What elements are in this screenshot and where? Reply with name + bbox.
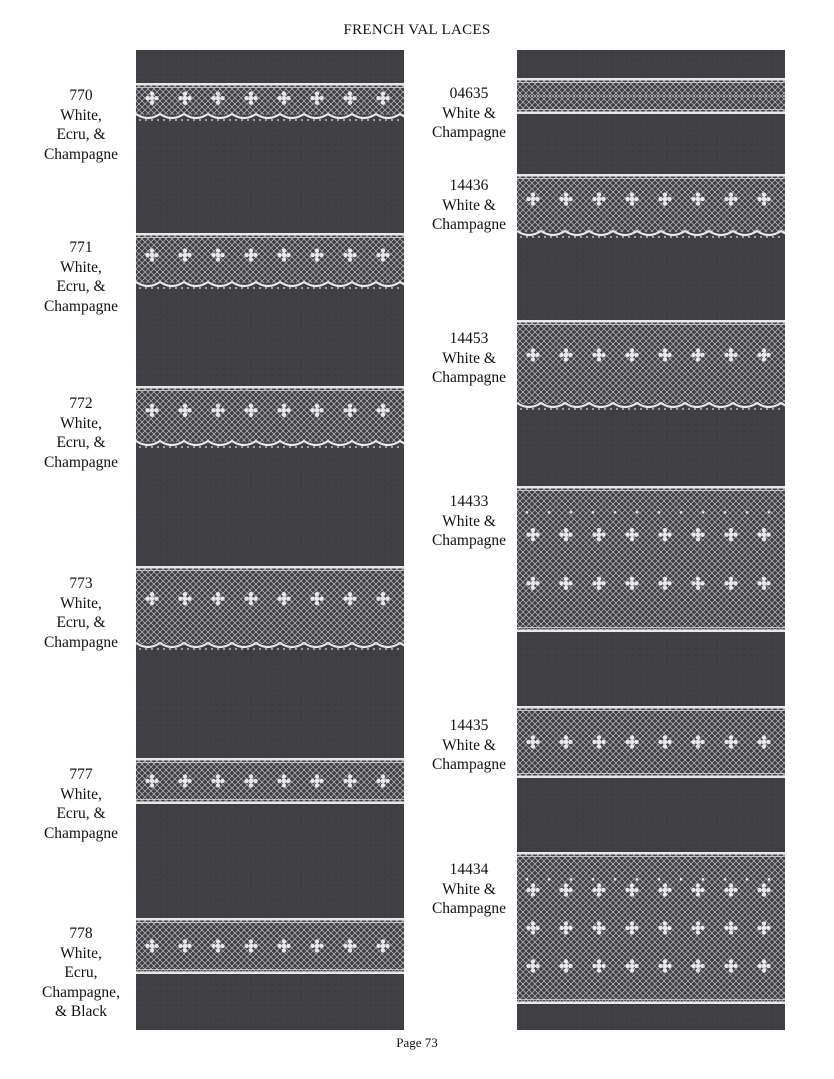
lace-color-line: White & [442,104,496,122]
lace-color-line: White, [60,785,102,803]
lace-code: 772 [69,395,93,412]
lace-color-line: White, [60,594,102,612]
lace-swatch-778 [136,918,404,974]
lace-label-770 [26,86,136,164]
lace-swatch-14453 [517,320,785,412]
lace-color-line: Champagne [43,297,119,315]
lace-color-line: Ecru, [64,964,98,981]
lace-color-line: Ecru, & [56,614,106,631]
lace-color-line: & Black [54,1003,108,1020]
lace-color-line: White & [442,880,496,898]
lace-color-line: Champagne [43,145,119,163]
lace-color-line: Champagne [43,824,119,842]
lace-color-line: Champagne [431,369,507,386]
lace-color-line: Champagne [431,216,507,233]
lace-color-line: Champagne [431,532,507,549]
lace-code: 770 [69,87,93,104]
lace-label-04635 [414,84,524,143]
lace-code: 14436 [449,177,489,194]
lace-label-771 [26,238,136,316]
lace-swatch-770 [136,83,404,123]
lace-label-14433 [414,492,524,551]
lace-code: 04635 [449,85,489,102]
lace-label-772 [26,394,136,472]
lace-code: 777 [69,766,93,783]
lace-code: 771 [69,239,93,256]
lace-swatch-771 [136,233,404,291]
lace-color-line: White & [442,736,496,754]
lace-label-14435 [414,716,524,775]
lace-label-773 [26,574,136,652]
lace-code: 14435 [449,717,489,734]
lace-code: 14434 [449,861,489,878]
page-title: FRENCH VAL LACES [343,22,491,38]
lace-color-line: White & [442,196,496,214]
lace-color-line: Champagne [431,124,507,141]
lace-code: 14453 [449,330,489,347]
lace-color-line: White, [60,414,102,432]
lace-color-line: Ecru, & [56,805,106,822]
lace-swatch-14435 [517,706,785,778]
lace-swatch-panel-right [517,50,785,1030]
lace-color-line: White, [60,944,102,962]
lace-color-line: Champagne [431,900,507,917]
lace-label-778 [26,924,136,1022]
lace-label-14434 [414,860,524,919]
lace-color-line: White, [60,258,102,276]
lace-code: 778 [69,925,93,942]
lace-swatch-04635 [517,78,785,114]
page-number: Page 73 [396,1035,438,1050]
lace-color-line: Ecru, & [56,434,106,451]
lace-code: 773 [69,575,93,592]
lace-swatch-14436 [517,174,785,240]
lace-color-line: Champagne, [42,983,120,1001]
lace-swatch-14434 [517,852,785,1004]
lace-color-line: Champagne [43,453,119,471]
lace-swatch-panel-left [136,50,404,1030]
lace-color-line: White, [60,106,102,124]
lace-label-14453 [414,329,524,388]
lace-color-line: Champagne [43,633,119,651]
lace-label-14436 [414,176,524,235]
lace-color-line: Ecru, & [56,278,106,295]
lace-swatch-14433 [517,486,785,632]
lace-code: 14433 [449,493,489,510]
lace-label-777 [26,765,136,843]
lace-swatch-772 [136,386,404,450]
lace-color-line: White & [442,349,496,367]
lace-color-line: White & [442,512,496,530]
lace-color-line: Ecru, & [56,126,106,143]
lace-color-line: Champagne [431,756,507,773]
lace-swatch-773 [136,566,404,652]
lace-swatch-777 [136,758,404,804]
